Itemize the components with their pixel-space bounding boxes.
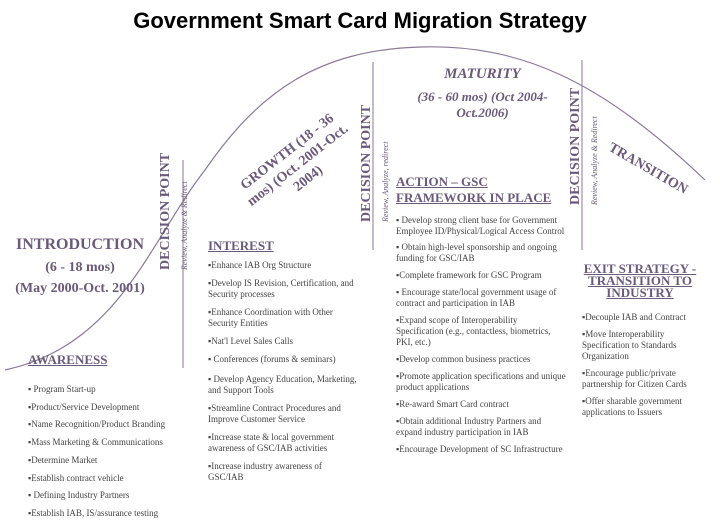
list-item: ▪Re-award Smart Card contract <box>396 399 509 409</box>
list-item: ▪Move Interoperability Specification to Standards Organization <box>582 329 677 361</box>
decision-point-2-label: DECISION POINT <box>359 104 374 222</box>
decision-point-3-label: DECISION POINT <box>568 87 583 205</box>
decision-point-1-label: DECISION POINT <box>158 152 173 270</box>
introduction-months: (6 - 18 mos) <box>45 260 115 275</box>
list-item: ▪Decouple IAB and Contract <box>582 312 686 322</box>
list-item: ▪Increase industry awareness of GSC/IAB <box>208 461 322 482</box>
list-item: ▪Offer sharable government applications to Issuers <box>582 396 682 417</box>
list-item: ▪Increase state & local government awareness of GSC/IAB activities <box>208 432 335 453</box>
maturity-phase <box>395 66 570 121</box>
exit-heading: EXIT STRATEGY - TRANSITION TO INDUSTRY <box>583 261 697 300</box>
list-item: ▪ Program Start-up <box>28 384 96 394</box>
introduction-title: INTRODUCTION <box>15 236 144 253</box>
maturity-title: MATURITY <box>444 66 521 82</box>
list-item: ▪ Obtain high-level sponsorship and ongoing funding for GSC/IAB <box>396 242 557 263</box>
list-item: ▪Establish contract vehicle <box>28 472 124 483</box>
decision-point-3-sub: Review, Analyze & Redirect <box>590 116 599 205</box>
maturity-dates: (36 - 60 mos) (Oct 2004-Oct.2006) <box>417 89 548 120</box>
awareness-heading: AWARENESS <box>28 352 108 367</box>
list-item: ▪Enhance IAB Org Structure <box>208 260 312 270</box>
list-item: ▪ Defining Industry Partners <box>28 490 130 501</box>
exit-list <box>582 312 700 418</box>
list-item: ▪Establish IAB, IS/assurance testing <box>28 507 159 518</box>
list-item: ▪ Conferences (forums & seminars) <box>208 354 336 364</box>
action-list <box>396 215 566 455</box>
interest-heading: INTEREST <box>208 238 274 253</box>
list-item: ▪Streamline Contract Procedures and Improve Customer Service <box>208 403 341 424</box>
interest-list <box>208 260 358 483</box>
decision-point-1-sub: Review, Analyze & Redirect <box>180 181 189 270</box>
list-item: ▪Product/Service Development <box>28 401 140 412</box>
list-item: ▪Determine Market <box>28 454 98 465</box>
list-item: ▪Enhance Coordination with Other Security Entities <box>208 307 333 328</box>
list-item: ▪Nat'l Level Sales Calls <box>208 336 294 346</box>
introduction-phase <box>5 236 155 298</box>
list-item: ▪Encourage public/private partnership for Citizen Cards <box>582 368 687 389</box>
list-item: ▪ Encourage state/local government usage of contract and participation in IAB <box>396 287 557 308</box>
list-item: ▪Complete framework for GSC Program <box>396 270 542 280</box>
growth-text: GROWTH (18 - 36 mos) (Oct. 2001-Oct. 2004) <box>238 111 352 210</box>
diagram-title: Government Smart Card Migration Strategy <box>133 8 587 33</box>
decision-point-1 <box>156 153 189 270</box>
action-heading: ACTION – GSC FRAMEWORK IN PLACE <box>396 174 552 205</box>
list-item: ▪Encourage Development of SC Infrastructure <box>396 444 563 454</box>
list-item: ▪Name Recognition/Product Branding <box>28 419 166 430</box>
introduction-dates: (May 2000-Oct. 2001) <box>15 281 145 296</box>
awareness-list <box>28 381 188 523</box>
list-item: ▪Obtain additional Industry Partners and expand industry participation in IAB <box>396 416 542 437</box>
decision-point-3 <box>566 88 599 205</box>
list-item: ▪Mass Marketing & Communications <box>28 437 163 448</box>
decision-point-2-sub: Review, Analyze, redirect <box>381 141 390 222</box>
decision-point-2 <box>357 105 390 222</box>
list-item: ▪Expand scope of Interoperability Specification (e.g., contactless, biometrics, PKI, etc.) <box>396 315 551 347</box>
transition-text: TRANSITION <box>605 140 691 198</box>
list-item: ▪ Develop Agency Education, Marketing, and Support Tools <box>208 374 357 395</box>
list-item: ▪Promote application specifications and unique product applications <box>396 371 566 392</box>
list-item: ▪Develop IS Revision, Certification, and Security processes <box>208 278 354 299</box>
list-item: ▪Develop common business practices <box>396 354 531 364</box>
list-item: ▪ Develop strong client base for Government Employee ID/Physical/Logical Access Control <box>396 215 565 236</box>
